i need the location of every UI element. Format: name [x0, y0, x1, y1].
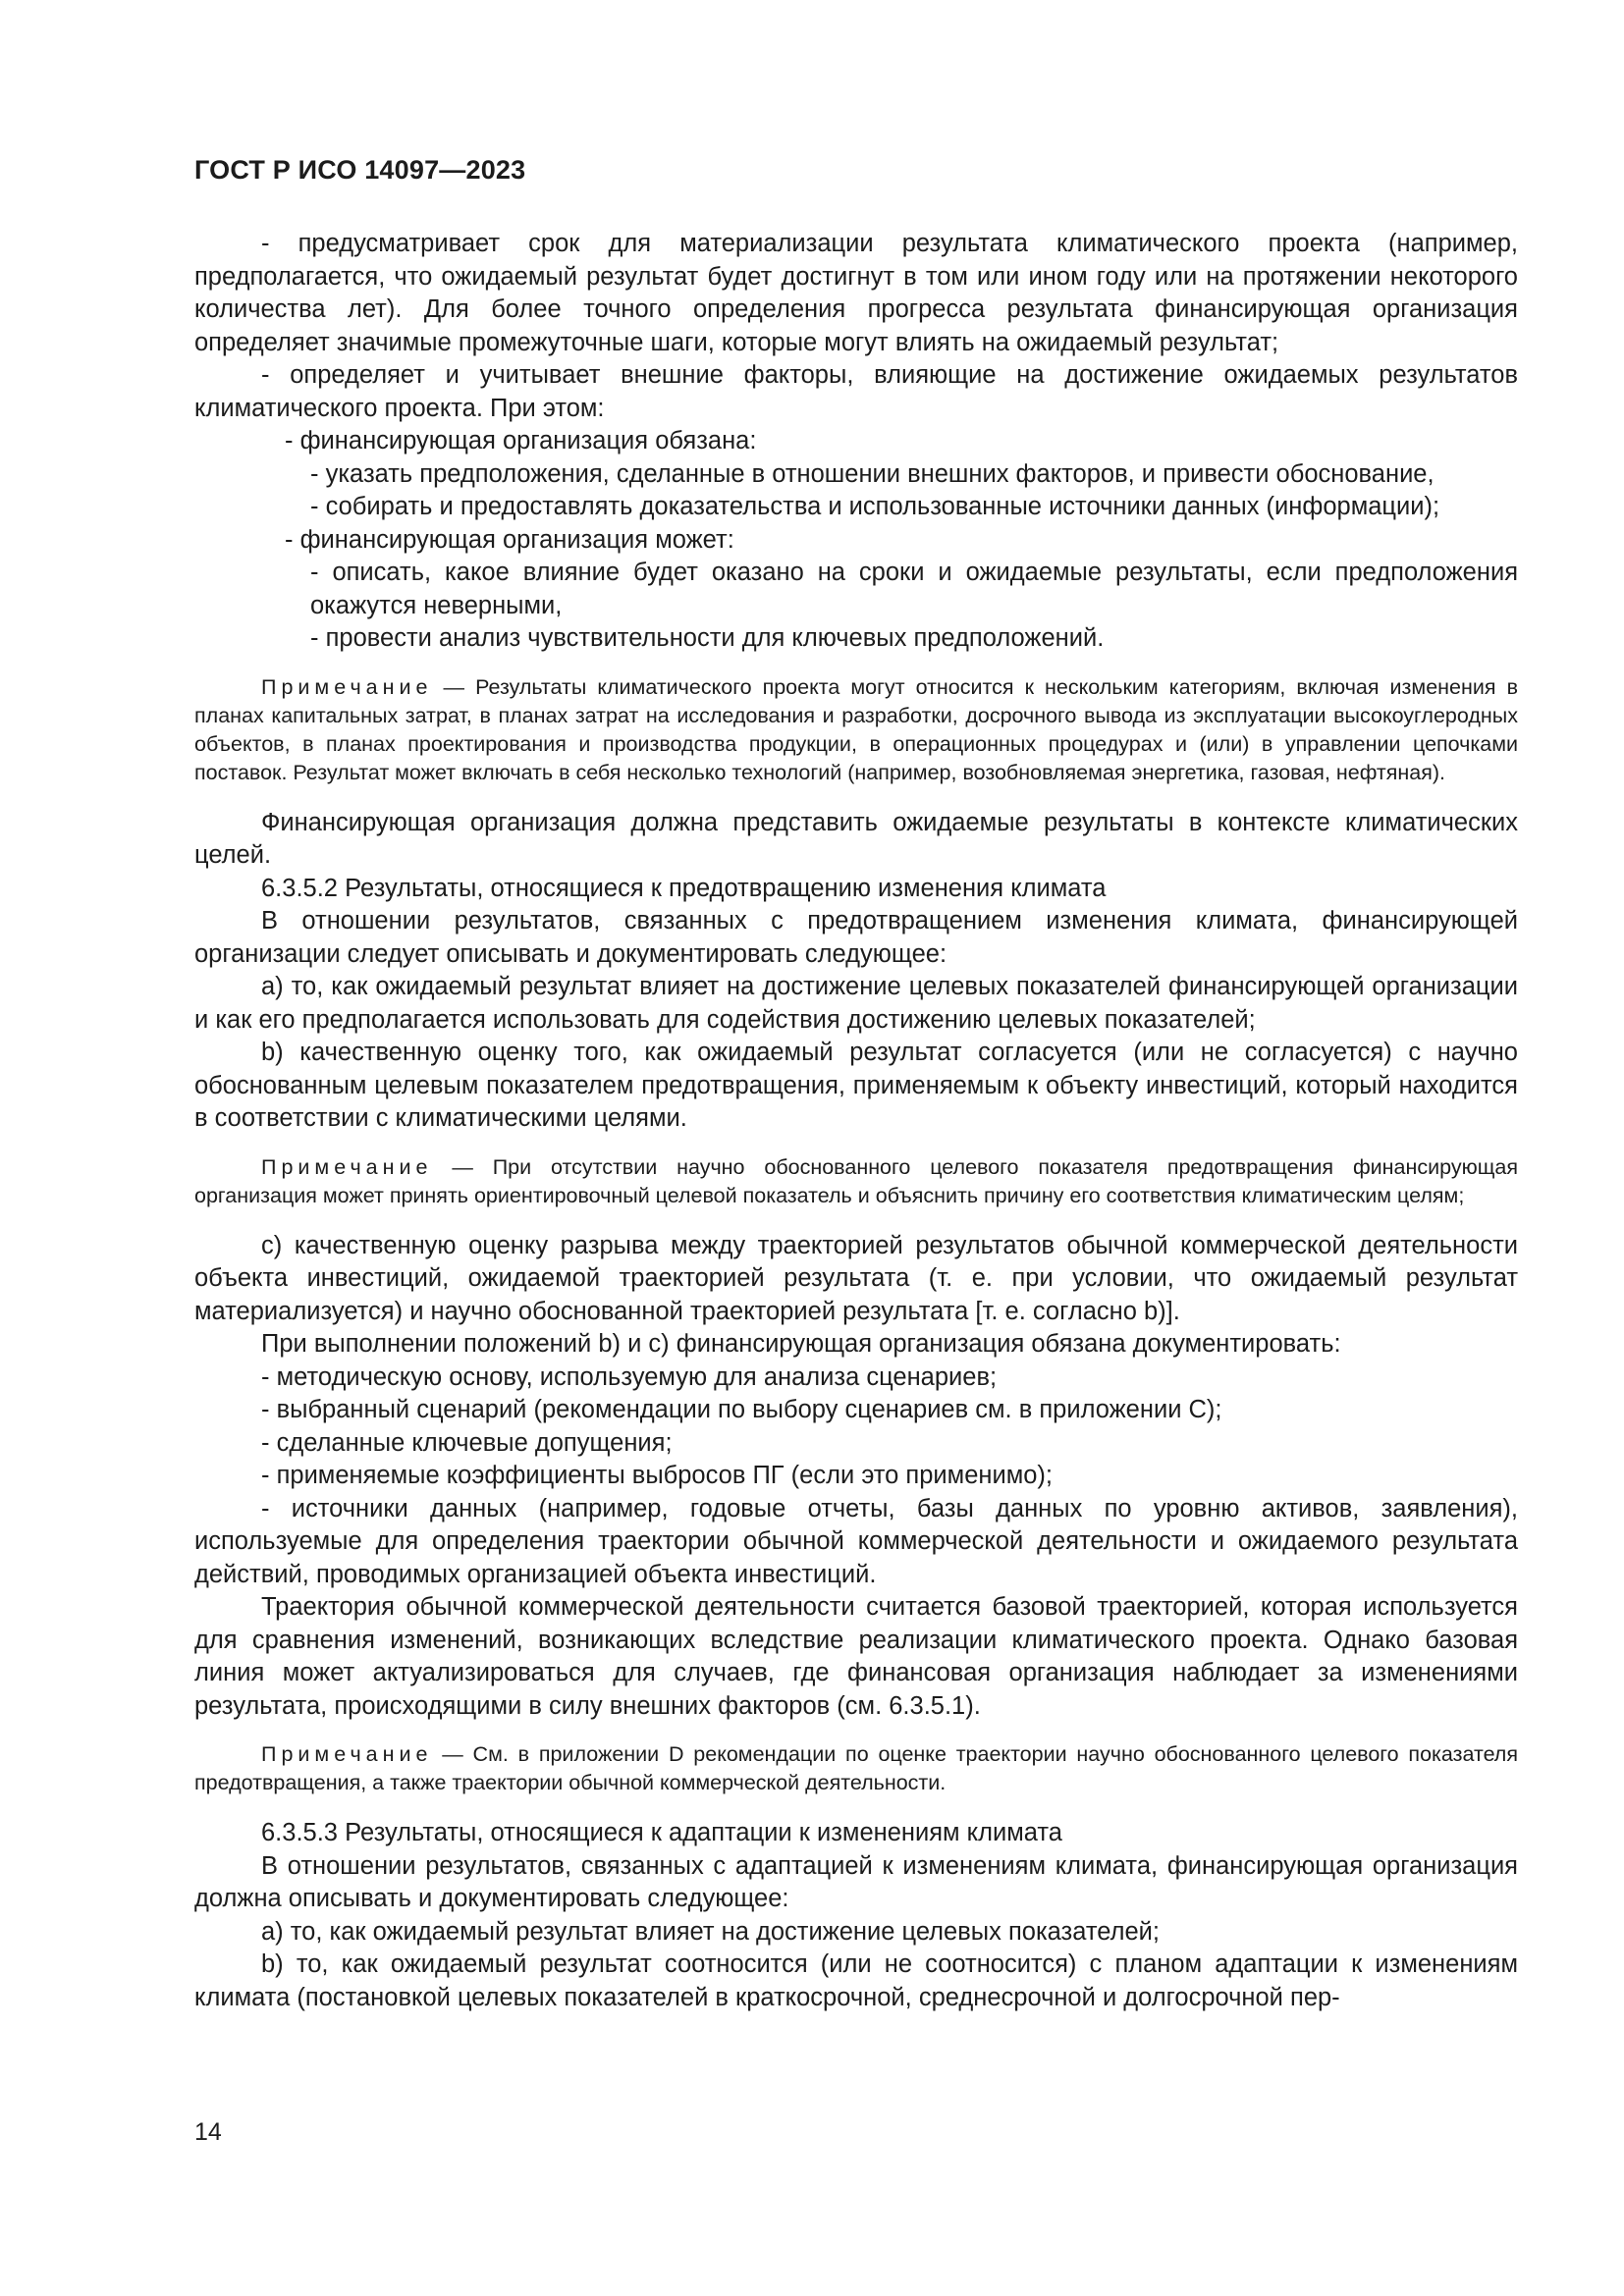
list-item: b) качественную оценку того, как ожидаемый результат согласуется (или не согласуется) с научно обоснованным целевым показателем предотвращения, применяемым к объекту инвестиций, который находится в соответствии с климатическими целями. [194, 1039, 1518, 1132]
note [194, 1153, 1518, 1210]
paragraph: Траектория обычной коммерческой деятельности считается базовой траекторией, которая используется для сравнения изменений, возникающих вследствие реализации климатического проекта. Однако базовая линия может актуализироваться для случаев, где финансовая организация наблюдает за изменениями результата, происходящими в силу внешних факторов (см. 6.3.5.1). [194, 1593, 1518, 1720]
list-item: c) качественную оценку разрыва между траекторией результатов обычной коммерческой деятельности объекта инвестиций, ожидаемой траекторией результата (т. е. при условии, что ожидаемый результат материализуется) и научно обоснованной траекторией результата [т. е. согласно b)]. [194, 1231, 1518, 1325]
list-item: - применяемые коэффициенты выбросов ПГ (если это применимо); [261, 1462, 1053, 1489]
list-item: a) то, как ожидаемый результат влияет на достижение целевых показателей; [261, 1917, 1160, 1946]
paragraph: В отношении результатов, связанных с адаптацией к изменениям климата, финансирующая организация должна описывать и документировать следующее: [194, 1851, 1518, 1912]
paragraph: При выполнении положений b) и c) финансирующая организация обязана документировать: [261, 1330, 1341, 1358]
list-item: - выбранный сценарий (рекомендации по выбору сценариев см. в приложении C); [261, 1396, 1222, 1423]
list-item: - источники данных (например, годовые отчеты, базы данных по уровню активов, заявления), используемые для определения траектории обычной коммерческой деятельности и ожидаемого результата действий, проводимых организацией объекта инвестиций. [194, 1494, 1518, 1588]
list-item: - провести анализ чувствительности для ключевых предположений. [310, 624, 1105, 652]
document-header: ГОСТ Р ИСО 14097—2023 [194, 155, 526, 185]
document-body [194, 228, 1518, 2014]
paragraph: - предусматривает срок для материализации результата климатического проекта (например, предполагается, что ожидаемый результат будет достигнут в том или ином году или на протяжении некоторого количества лет). Для более точного определения прогресса результата финансирующая организация определяет значимые промежуточные шаги, которые могут влиять на ожидаемый результат; [194, 230, 1518, 356]
note [194, 673, 1518, 787]
list-item: - сделанные ключевые допущения; [261, 1428, 673, 1457]
list-item: - финансирующая организация может: [285, 525, 734, 554]
list-item: - описать, какое влияние будет оказано на сроки и ожидаемые результаты, если предположения окажутся неверными, [310, 559, 1518, 619]
list-item: - собирать и предоставлять доказательства и использованные источники данных (информации); [310, 493, 1440, 520]
list-item: - финансирующая организация обязана: [285, 427, 757, 454]
section-heading: 6.3.5.3 Результаты, относящиеся к адаптации к изменениям климата [261, 1819, 1062, 1846]
list-item: a) то, как ожидаемый результат влияет на достижение целевых показателей финансирующей организации и как его предполагается использовать для содействия достижению целевых показателей; [194, 973, 1518, 1034]
paragraph: В отношении результатов, связанных с предотвращением изменения климата, финансирующей организации следует описывать и документировать следующее: [194, 907, 1518, 968]
note-label: Примечание [261, 1742, 433, 1766]
page-number: 14 [194, 2118, 222, 2146]
note-text: — См. в приложении D рекомендации по оценке траектории научно обоснованного целевого показателя предотвращения, а также траектории обычной коммерческой деятельности. [194, 1742, 1518, 1794]
list-item: - указать предположения, сделанные в отношении внешних факторов, и привести обоснование, [310, 459, 1435, 488]
list-item: - методическую основу, используемую для анализа сценариев; [261, 1362, 998, 1391]
note-text: — Результаты климатического проекта могут относится к нескольким категориям, включая изменения в планах капитальных затрат, в планах затрат на исследования и разработки, досрочного вывода из эксплуатации высокоуглеродных объектов, в планах проектирования и производства продукции, в операционных процедурах и (или) в управлении цепочками поставок. Результат может включать в себя несколько технологий (например, возобновляемая энергетика, газовая, нефтяная). [194, 674, 1518, 784]
note-label: Примечание [261, 1154, 433, 1179]
paragraph: Финансирующая организация должна представить ожидаемые результаты в контексте климатических целей. [194, 808, 1518, 869]
note [194, 1740, 1518, 1797]
section-heading: 6.3.5.2 Результаты, относящиеся к предотвращению изменения климата [261, 874, 1107, 902]
note-label: Примечание [261, 674, 433, 699]
list-item: b) то, как ожидаемый результат соотносится (или не соотносится) с планом адаптации к изменениям климата (постановкой целевых показателей в краткосрочной, среднесрочной и долгосрочной пер- [194, 1950, 1518, 2011]
paragraph: - определяет и учитывает внешние факторы, влияющие на достижение ожидаемых результатов климатического проекта. При этом: [194, 361, 1518, 422]
note-text: — При отсутствии научно обоснованного целевого показателя предотвращения финансирующая организация может принять ориентировочный целевой показатель и объяснить причину его соответствия климатическим целям; [194, 1154, 1518, 1207]
